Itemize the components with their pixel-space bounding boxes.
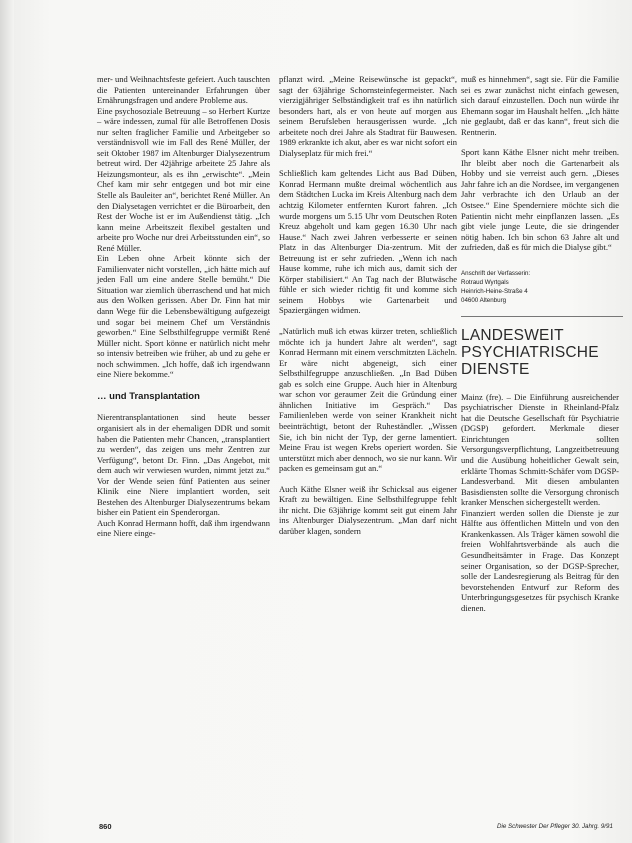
- paragraph: Sport kann Käthe Elsner nicht mehr treiben. Ihr bleibt aber noch die Gartenarbeit als Hobby und sie verreist auch gern. „Dieses Jahr fahre ich an die Nordsee, im vergangenen Jahr verbrachte ich den Urlaub an der Ostsee.“ Eine Spenderniere möchte sich die Patientin nicht mehr einpflanzen lassen. „Es gibt viele junge Leute, die sie dringender nötig haben. Ich bin schon 63 Jahre alt und zufrieden, daß es für mich die Dialyse gibt.“: [461, 147, 619, 253]
- paragraph: muß es hinnehmen“, sagt sie. Für die Familie sei es zwar zunächst nicht einfach gewesen, sich darauf einzustellen. Doch nun würde ihr Ehemann sogar im Haushalt helfen. „Ich hätte nie geglaubt, daß er das kann“, freut sich die Rentnerin.: [461, 74, 619, 137]
- paragraph: mer- und Weihnachtsfeste gefeiert. Auch tauschten die Patienten untereinander Erfahrungen über Ernährungsfragen und andere Probleme aus.: [97, 74, 270, 106]
- paragraph: Auch Käthe Elsner weiß ihr Schicksal aus eigener Kraft zu bewältigen. Eine Selbsthilfegruppe fehlt ihr nicht. Die 63jährige kommt seit gut einem Jahr ins Altenburger Dialysezentrum. „Man darf nicht darüber klagen, sondern: [279, 483, 457, 536]
- news-headline: [461, 327, 619, 378]
- paragraph: pflanzt wird. „Meine Reisewünsche ist gepackt“, sagt der 63jährige Schornsteinfegermeister. Nach vierzigjähriger Selbständigkeit traf es ihn natürlich besonders hart, als er von heute auf morgen aus seinem Berufsleben herausgerissen wurde. „Ich arbeitete noch drei Jahre als Stadtrat für Bauwesen. 1989 erkrankte ich akut, aber es war nicht sofort ein Dialyseplatz für mich frei.“: [279, 74, 457, 158]
- author-city: 04600 Altenburg: [461, 296, 507, 304]
- paragraph: Auch Konrad Hermann hofft, daß ihm irgendwann eine Niere einge-: [97, 517, 270, 539]
- headline-line: DIENSTE: [461, 360, 530, 378]
- article-column-3: [461, 74, 619, 613]
- author-address: [461, 269, 619, 305]
- journal-footer: Die Schwester Der Pfleger 30. Jahrg. 9/91: [497, 823, 613, 830]
- paragraph: Nierentransplantationen sind heute besser organisiert als in der ehemaligen DDR und somit haben die Patienten mehr Chancen, „transplantiert zu werden“, das zeigen uns mehr Zentren zur Verfügung“, betont Dr. Finn. „Das Angebot, mit dem auch wir verwiesen wurden, nimmt jetzt zu.“ Vor der Wende seien fünf Patienten aus seiner Klinik eine Niere implantiert worden, seit Bestehen des Altenburger Dialysezentrums bekam bisher ein Patient ein Spenderorgan.: [97, 412, 270, 518]
- author-name: Rotraud Wyrtgals: [461, 278, 509, 286]
- article-column-1: [97, 74, 270, 539]
- paragraph: Finanziert werden sollen die Dienste je zur Hälfte aus öffentlichen Mitteln und von den Krankenkassen. Als Träger kämen sowohl die freien Wohlfahrtsverbände als auch die Gesundheitsämter in Frage. Das Konzept seiner Organisation, so der DGSP-Sprecher, solle der Landesregierung als Beitrag für den bevorstehenden Entwurf zur Reform des Unterbringungsgesetzes für psychisch Kranke dienen.: [461, 507, 619, 613]
- page-number: 860: [99, 822, 112, 831]
- article-column-2: [279, 74, 457, 536]
- paragraph: Mainz (fre). – Die Einführung ausreichender psychiatrischer Dienste in Rheinland-Pfalz hat die Deutsche Gesellschaft für Psychiatrie (DGSP) gefordert. Merkmale dieser Einrichtungen sollten Versorgungsverpflichtung, Langzeitbetreuung und die Ausübung hoheitlicher Gewalt sein, erklärte Thomas Schmitt-Schäfer vom DGSP-Landesverband. Mit diesen ambulanten Basisdiensten sollte die Versorgung chronisch kranker Menschen sichergestellt werden.: [461, 391, 619, 508]
- paragraph: „Natürlich muß ich etwas kürzer treten, schließlich möchte ich ja hundert Jahre alt werden“, sagt Konrad Hermann mit einem verschmitzten Lächeln. Er wäre nicht abgeneigt, sich einer Selbsthilfegruppe anzuschließen. „In Bad Düben gab es solch eine Gruppe. Auch hier in Altenburg war schon vor geraumer Zeit die Gründung einer ähnlichen Initiative im Gespräch.“ Das Familienleben werde von seiner Krankheit nicht beeinträchtigt, betont der Ruheständler. „Wissen Sie, ich bin nicht der Typ, der gerne lamentiert. Meine Frau ist wegen Krebs operiert worden. Sie unterstützt mich aber dennoch, wo sie nur kann. Wir packen es gemeinsam gut an.“: [279, 326, 457, 474]
- address-label: Anschrift der Verfasserin:: [461, 269, 531, 277]
- scan-edge-shadow: [0, 0, 14, 843]
- paragraph: Eine psychosoziale Betreuung – so Herbert Kurtze – wäre indessen, zumal für alle Betroffenen Dosis nur selten fraglicher Familie und Arbeitgeber so verständnisvoll wie im Fall des René Müller, der seit Oktober 1987 im Altenburger Dialysezentrum betreut wird. Der 42jährige arbeitete 25 Jahre als Heizungsmonteur, als es ihn „erwischte“. „Mein Chef kam mir sehr entgegen und bot mir eine Stelle als Bauleiter an“, berichtet René Müller. An den Dialysetagen verrichtet er die Büroarbeit, den Rest der Woche ist er im Außendienst tätig. „Ich kann meine Arbeitszeit flexibel gestalten und arbeite pro Woche nur drei Arbeitsstunden ein“, so René Müller.: [97, 105, 270, 253]
- paragraph: Ein Leben ohne Arbeit könnte sich der Familienvater nicht vorstellen, „ich hätte mich auf jeden Fall um eine andere Stelle bemüht.“ Die Situation war ziemlich überraschend und hat mich aus den Wolken gerissen. Aber Dr. Finn hat mir dann Wege für die Lebensbewältigung aufgezeigt und sogar bei meinem Chef um Verständnis geworben.“ Eine Selbsthilfegruppe vermißt René Müller nicht. Sport könne er natürlich nicht mehr so intensiv betreiben wie früher, ab und zu gehe er noch schwimmen. „Ich hoffe, daß ich irgendwann eine Niere bekomme.“: [97, 253, 270, 380]
- headline-line: LANDESWEIT: [461, 326, 564, 344]
- paragraph: Schließlich kam geltendes Licht aus Bad Düben, Konrad Hermann mußte dreimal wöchentlich aus dem Städtchen Lucka im Kreis Altenburg nach dem achtzig Kilometer entfernten Kurort fahren. „Ich wurde morgens um 5.15 Uhr vom Deutschen Roten Kreuz abgeholt und kam gegen 16.30 Uhr nach Hause.“ Nach zwei Jahren verbesserte er seinen Platz in das Altenburger Dia-zentrum. Mit der Betreuung ist er sehr zufrieden. „Wenn ich nach Hause komme, ruhe ich mich aus, damit sich der Körper stabilisiert.“ An Tag nach der Blutwäsche fühle er sich wieder richtig fit und komme sich seinem Hobbys wie Gartenarbeit und Spaziergängen widmen.: [279, 168, 457, 316]
- divider: [461, 316, 623, 317]
- headline-line: PSYCHIATRISCHE: [461, 343, 599, 361]
- author-street: Heinrich-Heine-Straße 4: [461, 287, 528, 295]
- section-subheading: … und Transplantation: [97, 390, 200, 402]
